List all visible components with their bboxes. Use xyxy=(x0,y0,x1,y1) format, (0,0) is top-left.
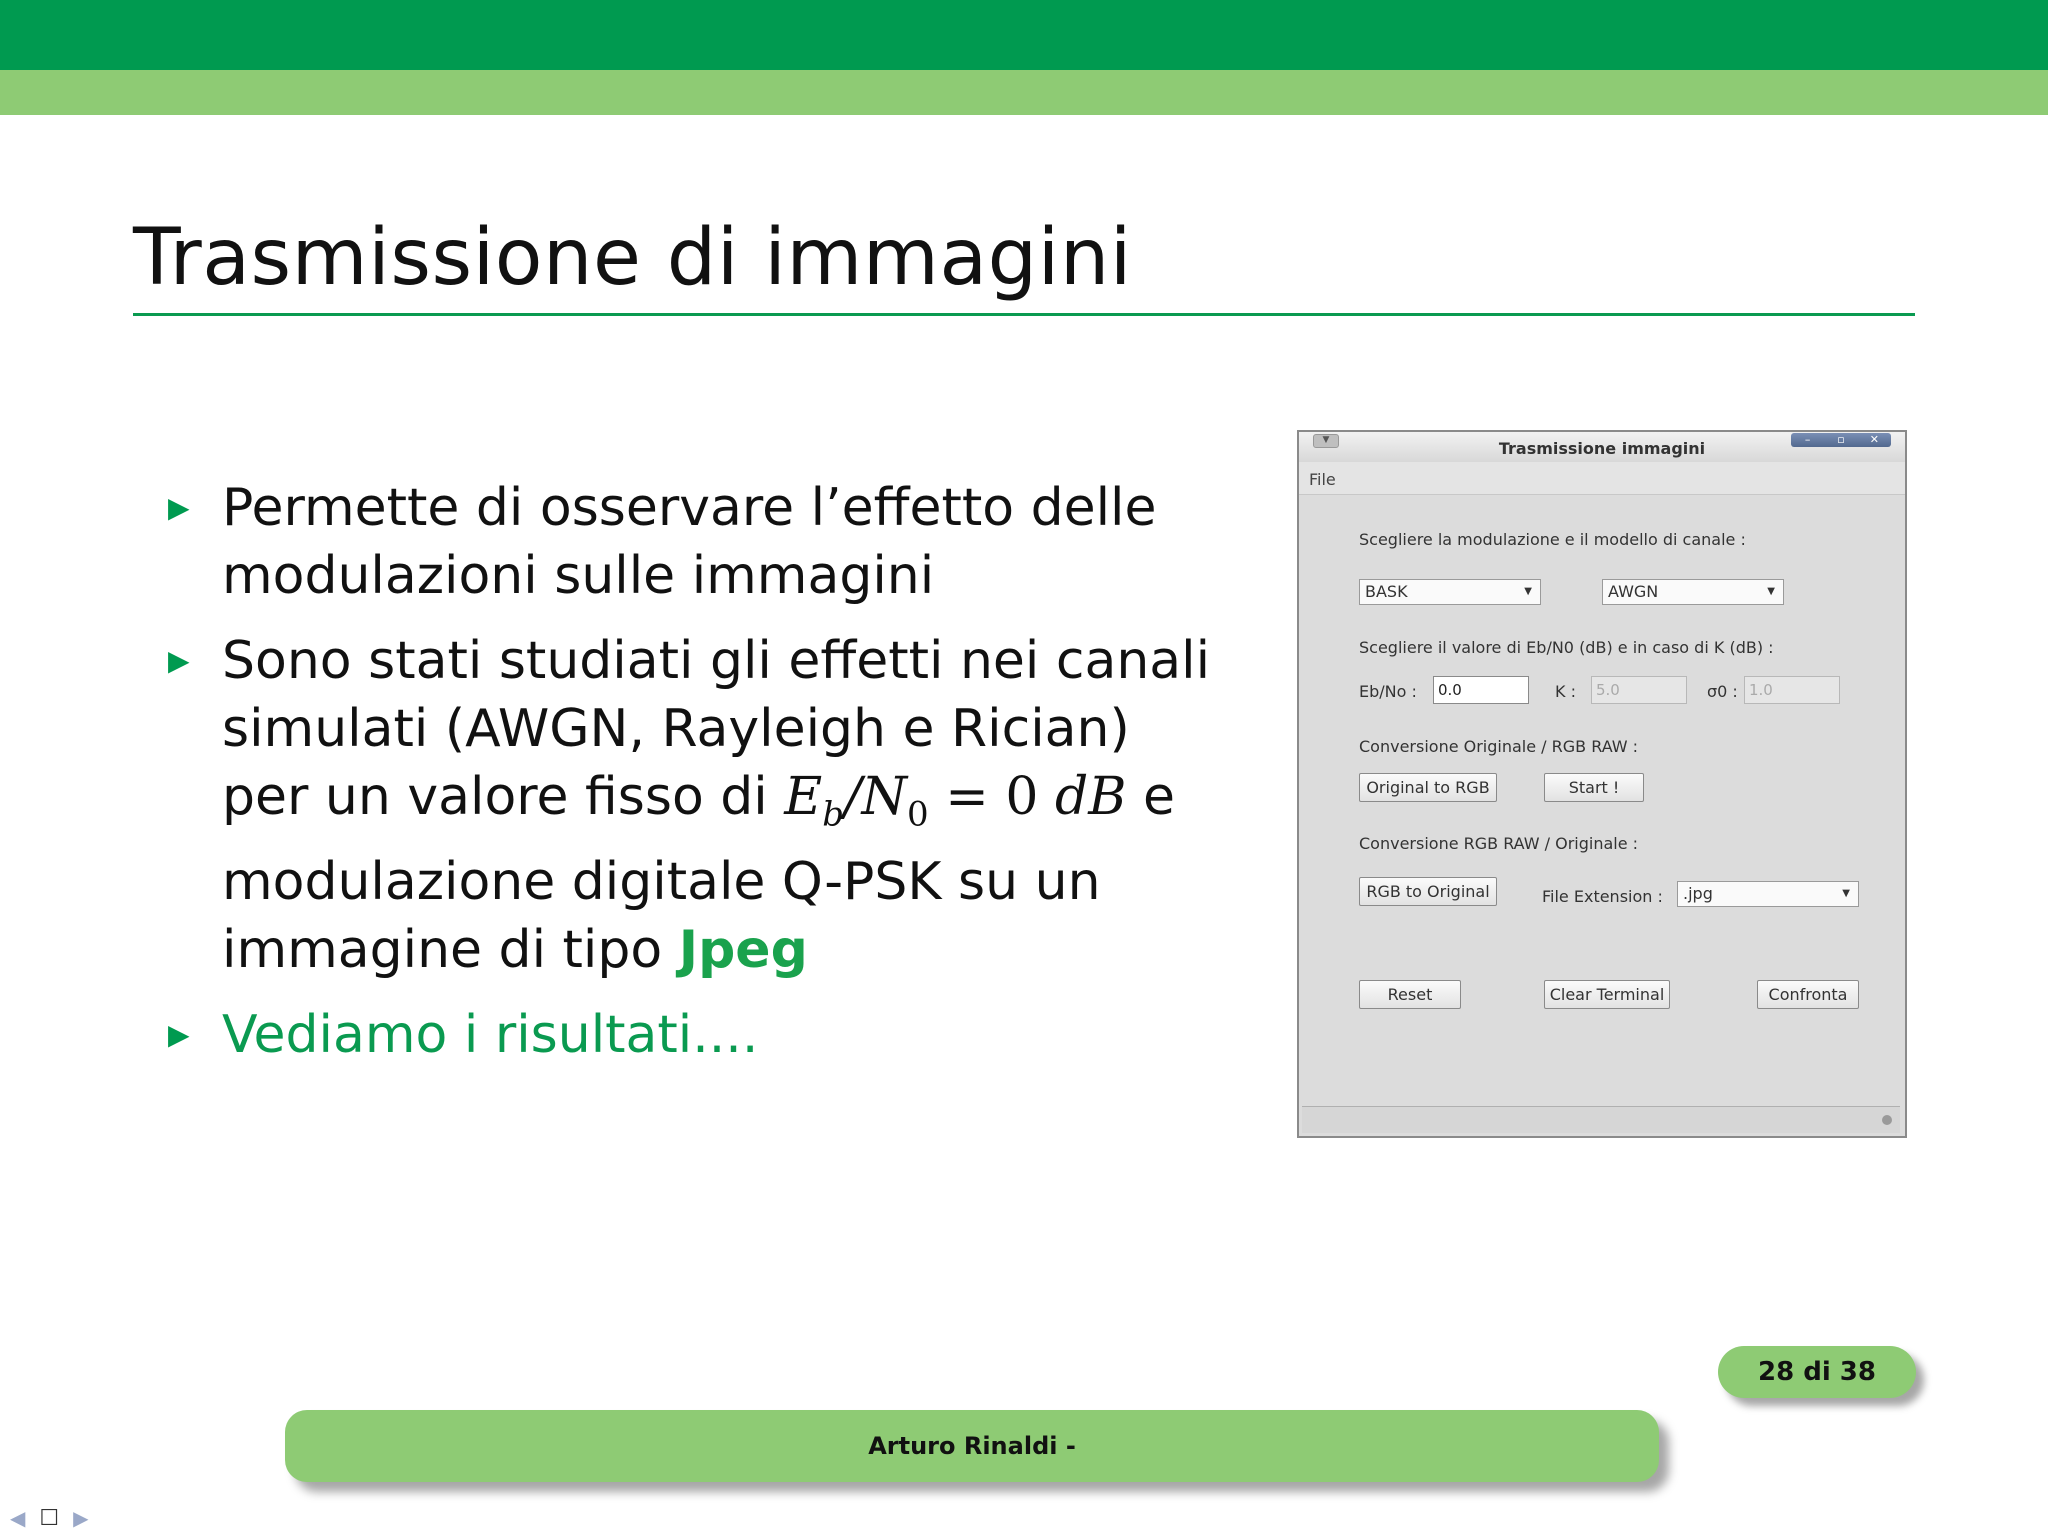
channel-select-value: AWGN xyxy=(1608,582,1659,601)
bullet-item-1 xyxy=(160,474,1220,610)
original-to-rgb-button[interactable]: Original to RGB xyxy=(1359,773,1497,802)
nav-frame-icon[interactable]: ☐ xyxy=(39,1506,60,1531)
bullet-text-3: Vediamo i risultati.... xyxy=(222,1005,759,1066)
chevron-down-icon: ▼ xyxy=(1842,888,1850,899)
bullet-text-2-before: Sono stati studiati gli effetti nei canali simulati (AWGN, Rayleigh e Rician) per un valore fisso di xyxy=(222,631,1211,827)
slide-title: Trasmissione di immagini xyxy=(133,213,1132,303)
label-conversion-rgb-original: Conversione RGB RAW / Originale : xyxy=(1359,834,1639,853)
bullet-list xyxy=(160,474,1220,1086)
channel-select[interactable] xyxy=(1602,579,1784,605)
file-extension-select-value: .jpg xyxy=(1683,884,1713,903)
math-db: dB xyxy=(1054,767,1127,827)
nav-prev-icon[interactable]: ◀ xyxy=(10,1506,26,1530)
sigma-label: σ0 : xyxy=(1707,682,1738,701)
confronta-button[interactable]: Confronta xyxy=(1757,980,1859,1009)
bullet-marker-icon: ▶ xyxy=(168,644,190,677)
file-extension-label: File Extension : xyxy=(1542,887,1663,906)
close-icon[interactable]: ✕ xyxy=(1869,433,1879,446)
bullet-text-2-mid: e modulazione digitale Q-PSK su un immagine di tipo xyxy=(222,767,1175,981)
app-statusbar xyxy=(1302,1106,1900,1133)
label-conversion-original-rgb: Conversione Originale / RGB RAW : xyxy=(1359,737,1639,756)
math-equals-zero: = 0 xyxy=(928,767,1055,827)
header-bar-top xyxy=(0,0,2048,70)
resize-grip-icon[interactable] xyxy=(1882,1115,1892,1125)
k-label: K : xyxy=(1555,682,1576,701)
maximize-icon[interactable]: ▫ xyxy=(1837,433,1845,446)
footer-author-bar: Arturo Rinaldi - xyxy=(285,1410,1659,1482)
bullet-item-3 xyxy=(160,1001,1220,1069)
beamer-navigation xyxy=(10,1506,103,1531)
bullet-marker-icon: ▶ xyxy=(168,491,190,524)
math-eb-over-n0 xyxy=(784,767,1127,835)
window-controls xyxy=(1791,433,1891,447)
app-menubar xyxy=(1299,462,1905,495)
rgb-to-original-button[interactable]: RGB to Original xyxy=(1359,877,1497,906)
modulation-select-value: BASK xyxy=(1365,582,1408,601)
nav-next-icon[interactable]: ▶ xyxy=(73,1506,89,1530)
page-number-badge: 28 di 38 xyxy=(1718,1346,1916,1398)
chevron-down-icon: ▼ xyxy=(1767,586,1775,597)
app-window-title: Trasmissione immagini xyxy=(1498,439,1706,458)
app-window xyxy=(1297,430,1907,1138)
window-menu-icon[interactable]: ▼ xyxy=(1313,434,1339,448)
k-input[interactable]: 5.0 xyxy=(1591,676,1687,704)
bullet-text-2 xyxy=(222,631,1210,980)
label-values: Scegliere il valore di Eb/N0 (dB) e in caso di K (dB) : xyxy=(1359,638,1774,657)
chevron-down-icon: ▼ xyxy=(1524,586,1532,597)
bullet-marker-icon: ▶ xyxy=(168,1018,190,1052)
header-bar-sub xyxy=(0,70,2048,115)
ebno-input[interactable]: 0.0 xyxy=(1433,676,1529,704)
minimize-icon[interactable]: – xyxy=(1804,433,1811,446)
menu-file[interactable]: File xyxy=(1309,470,1336,489)
math-e: E xyxy=(784,767,823,827)
math-sub-0: 0 xyxy=(907,794,929,835)
start-button[interactable]: Start ! xyxy=(1544,773,1644,802)
modulation-select[interactable] xyxy=(1359,579,1541,605)
math-sub-b: b xyxy=(822,794,845,835)
math-slash: / xyxy=(844,767,862,827)
sigma-input[interactable]: 1.0 xyxy=(1744,676,1840,704)
file-extension-select[interactable] xyxy=(1677,881,1859,907)
title-rule xyxy=(133,313,1915,316)
ebno-label: Eb/No : xyxy=(1359,682,1417,701)
clear-terminal-button[interactable]: Clear Terminal xyxy=(1544,980,1670,1009)
highlight-jpeg: Jpeg xyxy=(678,920,808,981)
math-n: N xyxy=(861,767,908,827)
bullet-item-2 xyxy=(160,627,1220,984)
app-titlebar xyxy=(1299,432,1905,462)
label-modulation: Scegliere la modulazione e il modello di canale : xyxy=(1359,530,1746,549)
reset-button[interactable]: Reset xyxy=(1359,980,1461,1009)
bullet-text-1: Permette di osservare l’effetto delle modulazioni sulle immagini xyxy=(222,478,1157,606)
